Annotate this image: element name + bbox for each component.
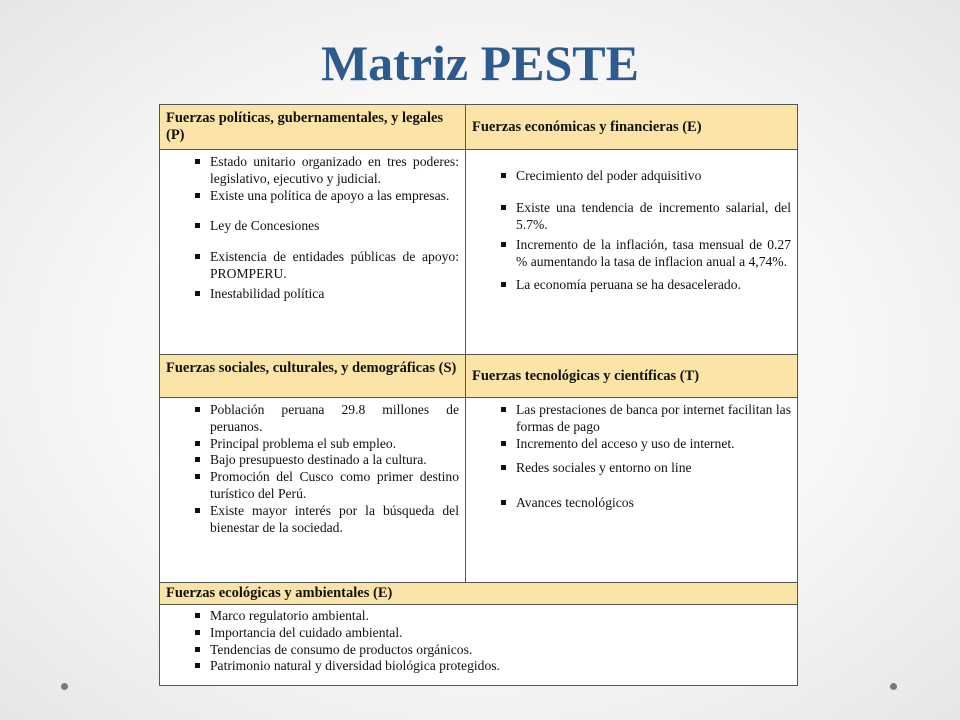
list-item: Inestabilidad política (166, 286, 459, 303)
list-item: Existe mayor interés por la búsqueda del bienestar de la sociedad. (166, 503, 459, 537)
peste-matrix (159, 104, 798, 686)
ecological-header-label: Fuerzas ecológicas y ambientales (E) (166, 585, 393, 601)
list-item: Tendencias de consumo de productos orgánicos. (166, 642, 791, 659)
list-item: Principal problema el sub empleo. (166, 436, 459, 453)
list-item: Existencia de entidades públicas de apoyo: PROMPERU. (166, 249, 459, 283)
list-item: Incremento del acceso y uso de internet. (472, 436, 791, 453)
list-item: Importancia del cuidado ambiental. (166, 625, 791, 642)
political-header-label: Fuerzas políticas, gubernamentales, y legales (P) (166, 110, 444, 143)
social-items-cell (160, 398, 466, 583)
list-item: Existe una política de apoyo a las empresas. (166, 188, 459, 205)
ecological-list (160, 605, 797, 675)
list-item: Bajo presupuesto destinado a la cultura. (166, 452, 459, 469)
slide-decoration-dot-right (890, 683, 897, 690)
social-header (160, 355, 466, 398)
economic-header-label: Fuerzas económicas y financieras (E) (472, 118, 702, 135)
list-item: Promoción del Cusco como primer destino turístico del Perú. (166, 469, 459, 503)
economic-list (466, 150, 797, 294)
list-item: Ley de Concesiones (166, 218, 459, 235)
list-item: Marco regulatorio ambiental. (166, 608, 791, 625)
slide-decoration-dot-left (61, 683, 68, 690)
list-item: Avances tecnológicos (472, 495, 791, 512)
list-item: Redes sociales y entorno on line (472, 460, 791, 477)
list-item: Existe una tendencia de incremento salarial, del 5.7%. (472, 200, 791, 234)
social-list (160, 398, 465, 536)
economic-items-cell (466, 150, 797, 355)
list-item: Estado unitario organizado en tres poderes: legislativo, ejecutivo y judicial. (166, 154, 459, 188)
technological-items-cell (466, 398, 797, 583)
list-item: Crecimiento del poder adquisitivo (472, 168, 791, 185)
ecological-items-cell (160, 605, 797, 685)
technological-header-label: Fuerzas tecnológicas y científicas (T) (472, 367, 700, 384)
list-item: La economía peruana se ha desacelerado. (472, 277, 791, 294)
political-header (160, 105, 466, 150)
list-item: Incremento de la inflación, tasa mensual de 0.27 % aumentando la tasa de inflacion anual a 4,74%. (472, 237, 791, 271)
political-list (160, 150, 465, 303)
technological-header (466, 355, 797, 398)
list-item: Patrimonio natural y diversidad biológica protegidos. (166, 658, 791, 675)
social-header-label: Fuerzas sociales, culturales, y demográficas (S) (166, 360, 457, 376)
list-item: Población peruana 29.8 millones de peruanos. (166, 402, 459, 436)
technological-list (466, 398, 797, 512)
economic-header (466, 105, 797, 150)
political-items-cell (160, 150, 466, 355)
ecological-header (160, 583, 797, 605)
list-item: Las prestaciones de banca por internet facilitan las formas de pago (472, 402, 791, 436)
page-title: Matriz PESTE (320, 35, 640, 91)
